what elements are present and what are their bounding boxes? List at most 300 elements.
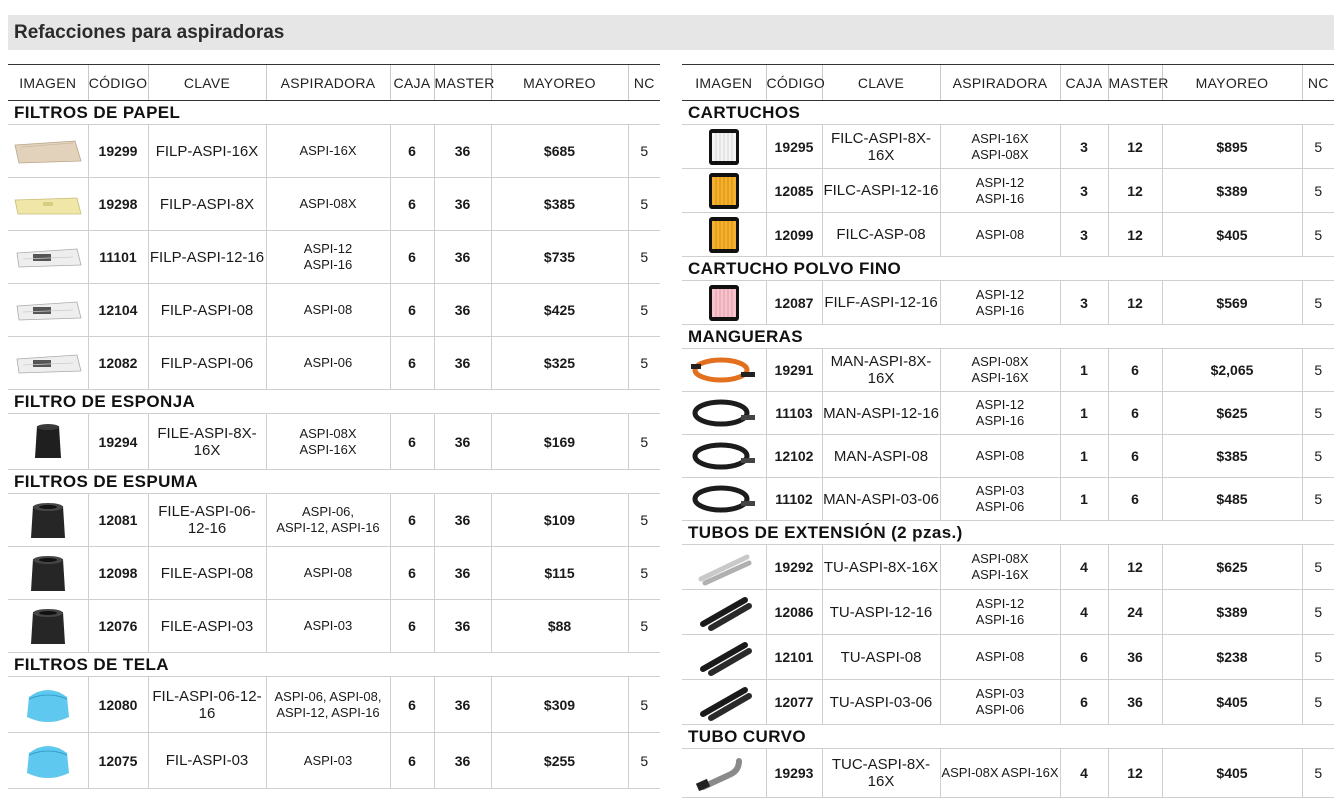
cartridge-yellow-icon — [682, 171, 766, 211]
caja-cell: 4 — [1060, 545, 1108, 590]
table-row — [8, 494, 660, 547]
master-cell: 36 — [434, 494, 491, 547]
mayoreo-cell: $88 — [491, 600, 628, 653]
caja-cell: 4 — [1060, 590, 1108, 635]
product-image — [682, 435, 766, 478]
aspiradora-cell — [940, 392, 1060, 435]
aspiradora-cell — [940, 478, 1060, 521]
table-row — [8, 178, 660, 231]
clave-cell: FIL-ASPI-03 — [148, 733, 266, 789]
table-row — [682, 545, 1334, 590]
hose-orange-icon — [682, 350, 766, 390]
caja-cell: 6 — [1060, 635, 1108, 680]
col-clave: CLAVE — [148, 65, 266, 101]
product-image — [682, 478, 766, 521]
col-codigo: CÓDIGO — [88, 65, 148, 101]
table-row — [682, 213, 1334, 257]
aspiradora-cell — [266, 494, 390, 547]
aspiradora-line: ASPI-12 — [975, 596, 1025, 611]
mayoreo-cell: $309 — [491, 677, 628, 733]
nc-cell: 5 — [628, 494, 660, 547]
clave-cell: FILE-ASPI-08 — [148, 547, 266, 600]
codigo-cell: 19291 — [766, 349, 822, 392]
cloth-filter-icon — [8, 685, 88, 725]
aspiradora-cell — [266, 284, 390, 337]
cartridge-yellow-icon — [682, 215, 766, 255]
mayoreo-cell: $625 — [1162, 545, 1302, 590]
nc-cell: 5 — [1302, 680, 1334, 725]
master-cell: 36 — [434, 414, 491, 470]
paper-bag-white-icon — [8, 343, 88, 383]
cloth-filter-icon — [8, 741, 88, 781]
nc-cell: 5 — [628, 178, 660, 231]
category-row — [682, 101, 1334, 125]
table-row — [682, 169, 1334, 213]
paper-bag-white-icon — [8, 290, 88, 330]
aspiradora-cell — [266, 178, 390, 231]
codigo-cell: 19298 — [88, 178, 148, 231]
master-cell: 36 — [434, 337, 491, 390]
clave-cell: FILP-ASPI-06 — [148, 337, 266, 390]
master-cell: 12 — [1108, 545, 1162, 590]
col-aspiradora: ASPIRADORA — [940, 65, 1060, 101]
product-image — [8, 337, 88, 390]
master-cell: 36 — [434, 284, 491, 337]
codigo-cell: 12104 — [88, 284, 148, 337]
caja-cell: 6 — [390, 125, 434, 178]
aspiradora-line: ASPI-08X — [971, 551, 1029, 566]
codigo-cell: 12086 — [766, 590, 822, 635]
product-image — [682, 680, 766, 725]
table-row — [682, 125, 1334, 169]
nc-cell: 5 — [628, 677, 660, 733]
master-cell: 12 — [1108, 213, 1162, 257]
aspiradora-line: ASPI-16X — [971, 567, 1029, 582]
category-row — [8, 101, 660, 125]
master-cell: 36 — [434, 677, 491, 733]
left-table-body — [8, 101, 660, 789]
caja-cell: 6 — [390, 178, 434, 231]
cartridge-white-icon — [682, 127, 766, 167]
mayoreo-cell: $325 — [491, 337, 628, 390]
sponge-filter-icon — [8, 422, 88, 462]
mayoreo-cell: $389 — [1162, 590, 1302, 635]
aspiradora-line: ASPI-12 — [975, 286, 1025, 302]
master-cell: 36 — [434, 231, 491, 284]
aspiradora-cell — [266, 733, 390, 789]
foam-filter-icon — [8, 500, 88, 540]
master-cell: 36 — [434, 125, 491, 178]
master-cell: 12 — [1108, 125, 1162, 169]
caja-cell: 6 — [390, 337, 434, 390]
nc-cell: 5 — [1302, 392, 1334, 435]
mayoreo-cell: $169 — [491, 414, 628, 470]
col-codigo: CÓDIGO — [766, 65, 822, 101]
aspiradora-line: ASPI-08 — [303, 302, 353, 317]
aspiradora-line: ASPI-16 — [975, 302, 1025, 318]
aspiradora-line: ASPI-08 — [975, 649, 1025, 664]
aspiradora-line: ASPI-08X — [971, 146, 1029, 162]
aspiradora-line: ASPI-16X — [299, 143, 357, 158]
aspiradora-line: ASPI-16X — [971, 130, 1029, 146]
clave-cell: MAN-ASPI-03-06 — [822, 478, 940, 521]
right-table-body — [682, 101, 1334, 798]
clave-cell: TU-ASPI-08 — [822, 635, 940, 680]
table-row — [682, 392, 1334, 435]
aspiradora-line: ASPI-08X — [299, 425, 357, 441]
codigo-cell: 12099 — [766, 213, 822, 257]
aspiradora-line: ASPI-12, ASPI-16 — [276, 704, 380, 720]
aspiradora-line: ASPI-06, ASPI-08, — [274, 688, 382, 704]
codigo-cell: 19294 — [88, 414, 148, 470]
master-cell: 36 — [434, 178, 491, 231]
codigo-cell: 19295 — [766, 125, 822, 169]
table-row — [8, 547, 660, 600]
col-caja: CAJA — [390, 65, 434, 101]
caja-cell: 6 — [390, 547, 434, 600]
clave-cell: FILC-ASPI-12-16 — [822, 169, 940, 213]
product-image — [8, 125, 88, 178]
codigo-cell: 19293 — [766, 749, 822, 798]
aspiradora-cell — [940, 125, 1060, 169]
caja-cell: 4 — [1060, 749, 1108, 798]
codigo-cell: 11101 — [88, 231, 148, 284]
nc-cell: 5 — [628, 547, 660, 600]
codigo-cell: 11103 — [766, 392, 822, 435]
aspiradora-cell — [266, 414, 390, 470]
aspiradora-cell — [940, 590, 1060, 635]
caja-cell: 1 — [1060, 435, 1108, 478]
caja-cell: 6 — [390, 231, 434, 284]
aspiradora-line: ASPI-08 — [975, 448, 1025, 463]
table-row — [8, 231, 660, 284]
aspiradora-line: ASPI-08X — [971, 354, 1029, 369]
product-image — [682, 635, 766, 680]
aspiradora-cell — [940, 213, 1060, 257]
aspiradora-line: ASPI-16 — [975, 413, 1025, 428]
codigo-cell: 12098 — [88, 547, 148, 600]
nc-cell: 5 — [628, 733, 660, 789]
codigo-cell: 11102 — [766, 478, 822, 521]
clave-cell: FILF-ASPI-12-16 — [822, 281, 940, 325]
paper-bag-yellow-icon — [8, 184, 88, 224]
table-row — [682, 749, 1334, 798]
aspiradora-line: ASPI-08X — [299, 196, 357, 211]
aspiradora-line: ASPI-06, — [301, 504, 355, 519]
category-title: TUBO CURVO — [682, 725, 1334, 749]
clave-cell: TU-ASPI-03-06 — [822, 680, 940, 725]
aspiradora-line: ASPI-16 — [975, 190, 1025, 206]
aspiradora-cell — [940, 680, 1060, 725]
table-row — [682, 281, 1334, 325]
mayoreo-cell: $2,065 — [1162, 349, 1302, 392]
codigo-cell: 12077 — [766, 680, 822, 725]
col-master: MASTER — [1108, 65, 1162, 101]
table-row — [682, 590, 1334, 635]
category-title: TUBOS DE EXTENSIÓN (2 pzas.) — [682, 521, 1334, 545]
product-image — [682, 213, 766, 257]
master-cell: 6 — [1108, 478, 1162, 521]
aspiradora-line: ASPI-03 — [303, 618, 353, 633]
aspiradora-line: ASPI-06 — [975, 499, 1025, 514]
clave-cell: TUC-ASPI-8X-16X — [822, 749, 940, 798]
aspiradora-line: ASPI-16X — [971, 370, 1029, 385]
codigo-cell: 19292 — [766, 545, 822, 590]
paper-bag-white-icon — [8, 237, 88, 277]
aspiradora-cell — [940, 349, 1060, 392]
mayoreo-cell: $425 — [491, 284, 628, 337]
aspiradora-line: ASPI-16 — [975, 612, 1025, 627]
clave-cell: TU-ASPI-12-16 — [822, 590, 940, 635]
nc-cell: 5 — [1302, 213, 1334, 257]
product-image — [8, 231, 88, 284]
product-image — [682, 392, 766, 435]
codigo-cell: 12087 — [766, 281, 822, 325]
aspiradora-cell — [940, 435, 1060, 478]
table-row — [682, 435, 1334, 478]
caja-cell: 6 — [390, 284, 434, 337]
aspiradora-line: ASPI-08 — [303, 565, 353, 580]
codigo-cell: 12085 — [766, 169, 822, 213]
product-image — [8, 414, 88, 470]
product-image — [8, 178, 88, 231]
aspiradora-line: ASPI-12 — [975, 397, 1025, 412]
category-title: FILTRO DE ESPONJA — [8, 390, 660, 414]
nc-cell: 5 — [1302, 478, 1334, 521]
product-image — [8, 733, 88, 789]
paper-bag-tan-icon — [8, 131, 88, 171]
table-row — [8, 414, 660, 470]
caja-cell: 6 — [390, 677, 434, 733]
nc-cell: 5 — [1302, 281, 1334, 325]
table-row — [8, 284, 660, 337]
aspiradora-line: ASPI-03 — [303, 752, 353, 768]
product-image — [8, 547, 88, 600]
category-title: MANGUERAS — [682, 325, 1334, 349]
table-row — [8, 733, 660, 789]
category-row — [682, 521, 1334, 545]
mayoreo-cell: $255 — [491, 733, 628, 789]
product-image — [8, 677, 88, 733]
master-cell: 12 — [1108, 749, 1162, 798]
table-header-row — [682, 65, 1334, 101]
aspiradora-cell — [266, 231, 390, 284]
master-cell: 36 — [1108, 680, 1162, 725]
clave-cell: FILP-ASPI-16X — [148, 125, 266, 178]
aspiradora-line: ASPI-16 — [303, 257, 353, 272]
caja-cell: 6 — [390, 733, 434, 789]
nc-cell: 5 — [628, 337, 660, 390]
tubes-silver-icon — [682, 547, 766, 587]
aspiradora-line: ASPI-12 — [303, 241, 353, 256]
codigo-cell: 19299 — [88, 125, 148, 178]
category-row — [8, 470, 660, 494]
aspiradora-cell — [940, 169, 1060, 213]
mayoreo-cell: $238 — [1162, 635, 1302, 680]
product-image — [682, 545, 766, 590]
col-mayoreo: MAYOREO — [491, 65, 628, 101]
category-row — [8, 390, 660, 414]
clave-cell: FILE-ASPI-8X-16X — [148, 414, 266, 470]
table-row — [682, 349, 1334, 392]
product-image — [682, 281, 766, 325]
table-row — [8, 125, 660, 178]
aspiradora-line: ASPI-16X — [299, 441, 357, 457]
master-cell: 36 — [434, 733, 491, 789]
category-row — [682, 257, 1334, 281]
caja-cell: 1 — [1060, 392, 1108, 435]
nc-cell: 5 — [1302, 435, 1334, 478]
master-cell: 6 — [1108, 435, 1162, 478]
col-caja: CAJA — [1060, 65, 1108, 101]
caja-cell: 3 — [1060, 125, 1108, 169]
col-nc: NC — [628, 65, 660, 101]
clave-cell: MAN-ASPI-08 — [822, 435, 940, 478]
caja-cell: 6 — [390, 600, 434, 653]
aspiradora-line: ASPI-03 — [975, 686, 1025, 701]
clave-cell: FILE-ASPI-03 — [148, 600, 266, 653]
aspiradora-cell — [266, 337, 390, 390]
aspiradora-line: ASPI-08 — [975, 226, 1025, 242]
aspiradora-cell — [940, 635, 1060, 680]
col-aspiradora: ASPIRADORA — [266, 65, 390, 101]
table-row — [682, 478, 1334, 521]
mayoreo-cell: $569 — [1162, 281, 1302, 325]
nc-cell: 5 — [628, 231, 660, 284]
category-row — [682, 325, 1334, 349]
codigo-cell: 12101 — [766, 635, 822, 680]
mayoreo-cell: $109 — [491, 494, 628, 547]
cartridge-pink-icon — [682, 283, 766, 323]
aspiradora-cell — [940, 749, 1060, 798]
aspiradora-cell — [266, 600, 390, 653]
nc-cell: 5 — [628, 284, 660, 337]
right-price-table — [682, 64, 1334, 798]
caja-cell: 3 — [1060, 213, 1108, 257]
clave-cell: MAN-ASPI-12-16 — [822, 392, 940, 435]
mayoreo-cell: $405 — [1162, 213, 1302, 257]
nc-cell: 5 — [628, 125, 660, 178]
mayoreo-cell: $735 — [491, 231, 628, 284]
product-image — [682, 349, 766, 392]
tubes-black-icon — [682, 592, 766, 632]
category-title: FILTROS DE TELA — [8, 653, 660, 677]
mayoreo-cell: $895 — [1162, 125, 1302, 169]
col-clave: CLAVE — [822, 65, 940, 101]
clave-cell: FILE-ASPI-06-12-16 — [148, 494, 266, 547]
caja-cell: 6 — [390, 494, 434, 547]
category-title: FILTROS DE ESPUMA — [8, 470, 660, 494]
mayoreo-cell: $685 — [491, 125, 628, 178]
mayoreo-cell: $385 — [491, 178, 628, 231]
aspiradora-cell — [266, 125, 390, 178]
master-cell: 12 — [1108, 169, 1162, 213]
clave-cell: FILP-ASPI-08 — [148, 284, 266, 337]
curved-tube-icon — [682, 753, 766, 793]
clave-cell: TU-ASPI-8X-16X — [822, 545, 940, 590]
caja-cell: 3 — [1060, 281, 1108, 325]
nc-cell: 5 — [628, 414, 660, 470]
aspiradora-cell — [266, 677, 390, 733]
aspiradora-cell — [940, 545, 1060, 590]
clave-cell: FILP-ASPI-12-16 — [148, 231, 266, 284]
col-master: MASTER — [434, 65, 491, 101]
clave-cell: FILC-ASP-08 — [822, 213, 940, 257]
caja-cell: 6 — [1060, 680, 1108, 725]
aspiradora-cell — [266, 547, 390, 600]
clave-cell: FILP-ASPI-8X — [148, 178, 266, 231]
aspiradora-line: ASPI-12 — [975, 174, 1025, 190]
table-row — [8, 677, 660, 733]
mayoreo-cell: $389 — [1162, 169, 1302, 213]
left-price-table — [8, 64, 660, 789]
table-row — [682, 635, 1334, 680]
product-image — [682, 590, 766, 635]
col-imagen: IMAGEN — [682, 65, 766, 101]
tubes-black-icon — [682, 682, 766, 722]
codigo-cell: 12075 — [88, 733, 148, 789]
nc-cell: 5 — [1302, 749, 1334, 798]
foam-filter-icon — [8, 606, 88, 646]
caja-cell: 3 — [1060, 169, 1108, 213]
col-nc: NC — [1302, 65, 1334, 101]
codigo-cell: 12076 — [88, 600, 148, 653]
hose-black-icon — [682, 436, 766, 476]
col-mayoreo: MAYOREO — [1162, 65, 1302, 101]
master-cell: 36 — [434, 547, 491, 600]
page-title: Refacciones para aspiradoras — [8, 15, 1334, 50]
mayoreo-cell: $115 — [491, 547, 628, 600]
clave-cell: MAN-ASPI-8X-16X — [822, 349, 940, 392]
mayoreo-cell: $485 — [1162, 478, 1302, 521]
category-row — [8, 653, 660, 677]
master-cell: 12 — [1108, 281, 1162, 325]
caja-cell: 1 — [1060, 349, 1108, 392]
master-cell: 36 — [1108, 635, 1162, 680]
table-row — [682, 680, 1334, 725]
product-image — [682, 749, 766, 798]
caja-cell: 1 — [1060, 478, 1108, 521]
nc-cell: 5 — [1302, 125, 1334, 169]
clave-cell: FILC-ASPI-8X-16X — [822, 125, 940, 169]
aspiradora-line: ASPI-06 — [975, 702, 1025, 717]
category-title: CARTUCHOS — [682, 101, 1334, 125]
category-title: FILTROS DE PAPEL — [8, 101, 660, 125]
aspiradora-line: ASPI-03 — [975, 483, 1025, 498]
nc-cell: 5 — [1302, 545, 1334, 590]
mayoreo-cell: $405 — [1162, 749, 1302, 798]
clave-cell: FIL-ASPI-06-12-16 — [148, 677, 266, 733]
master-cell: 36 — [434, 600, 491, 653]
tubes-black-icon — [682, 637, 766, 677]
codigo-cell: 12081 — [88, 494, 148, 547]
codigo-cell: 12082 — [88, 337, 148, 390]
product-image — [8, 494, 88, 547]
aspiradora-line: ASPI-06 — [303, 355, 353, 370]
mayoreo-cell: $405 — [1162, 680, 1302, 725]
master-cell: 6 — [1108, 349, 1162, 392]
master-cell: 24 — [1108, 590, 1162, 635]
table-row — [8, 600, 660, 653]
category-row — [682, 725, 1334, 749]
category-title: CARTUCHO POLVO FINO — [682, 257, 1334, 281]
product-image — [8, 284, 88, 337]
hose-black-icon — [682, 393, 766, 433]
col-imagen: IMAGEN — [8, 65, 88, 101]
product-image — [8, 600, 88, 653]
caja-cell: 6 — [390, 414, 434, 470]
nc-cell: 5 — [1302, 169, 1334, 213]
